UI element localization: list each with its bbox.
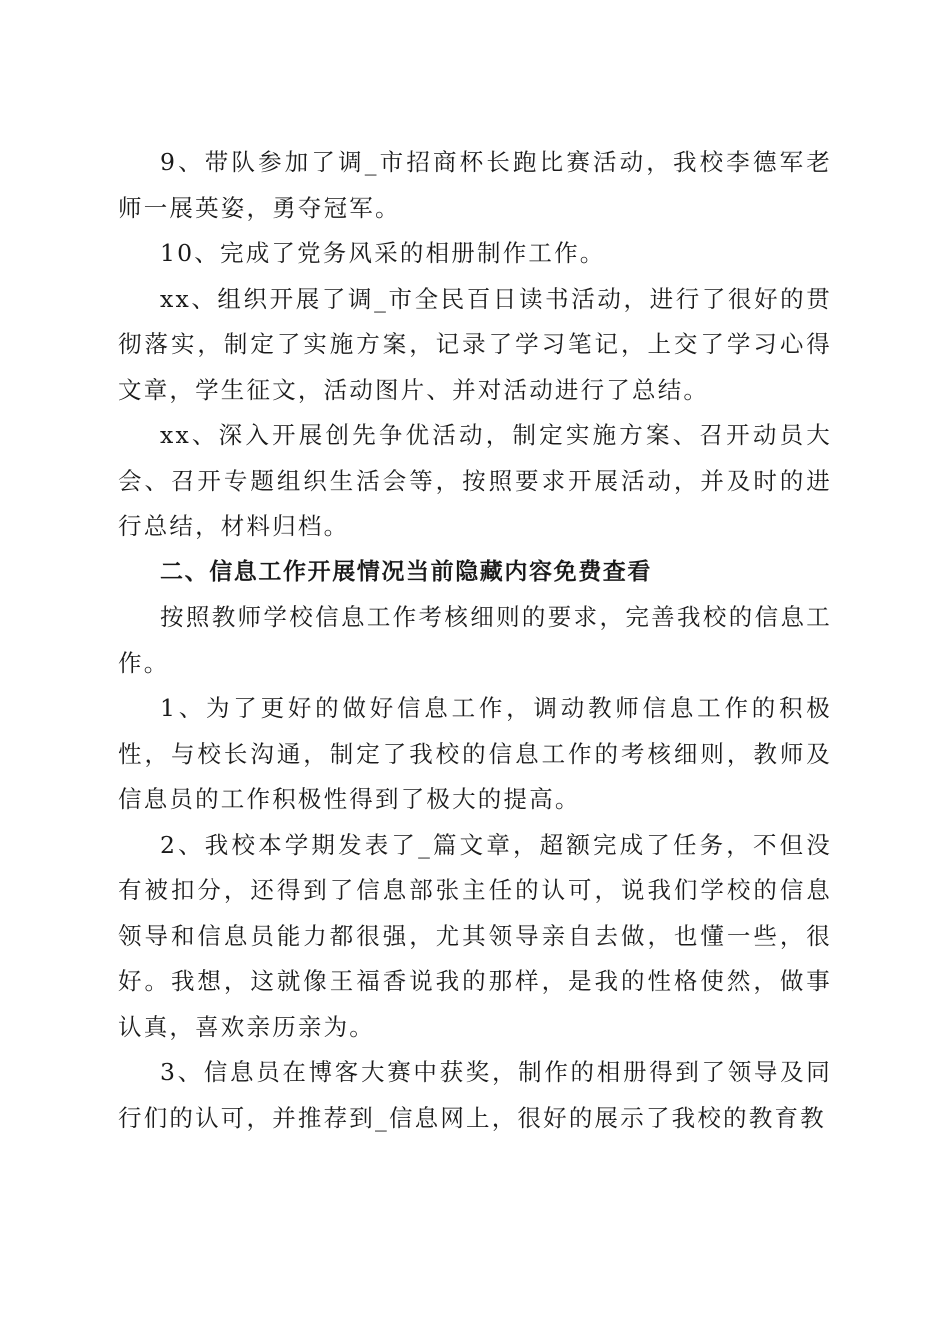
paragraph-item-10: 10、完成了党务风采的相册制作工作。 bbox=[160, 239, 606, 267]
section-paragraph-2: 2、我校本学期发表了_篇文章，超额完成了任务，不但没有被扣分，还得到了信息部张主任的认可，说我们学校的信息领导和信息员能力都很强，尤其领导亲自去做，也懂一些，很好。我想，这就像王福香说我的那样，是我的性格使然，做事认真，喜欢亲历亲为。 bbox=[118, 830, 832, 1041]
paragraph-excellence-activity: xx、深入开展创先争优活动，制定实施方案、召开动员大会、召开专题组织生活会等，按照要求开展活动，并及时的进行总结，材料归档。 bbox=[118, 421, 832, 540]
section-paragraph-1: 1、为了更好的做好信息工作，调动教师信息工作的积极性，与校长沟通，制定了我校的信息工作的考核细则，教师及信息员的工作积极性得到了极大的提高。 bbox=[118, 694, 832, 813]
section-heading: 二、信息工作开展情况当前隐藏内容免费查看 bbox=[160, 558, 652, 585]
paragraph-reading-activity: xx、组织开展了调_市全民百日读书活动，进行了很好的贯彻落实，制定了实施方案，记录了学习笔记，上交了学习心得文章，学生征文，活动图片、并对活动进行了总结。 bbox=[118, 284, 832, 404]
document-body bbox=[118, 140, 832, 1141]
paragraph-item-9: 9、带队参加了调_市招商杯长跑比赛活动，我校李德军老师一展英姿，勇夺冠军。 bbox=[118, 148, 832, 222]
section-intro-paragraph: 按照教师学校信息工作考核细则的要求，完善我校的信息工作。 bbox=[118, 603, 832, 677]
section-paragraph-3: 3、信息员在博客大赛中获奖，制作的相册得到了领导及同行们的认可，并推荐到_信息网上，很好的展示了我校的教育教 bbox=[118, 1058, 832, 1132]
